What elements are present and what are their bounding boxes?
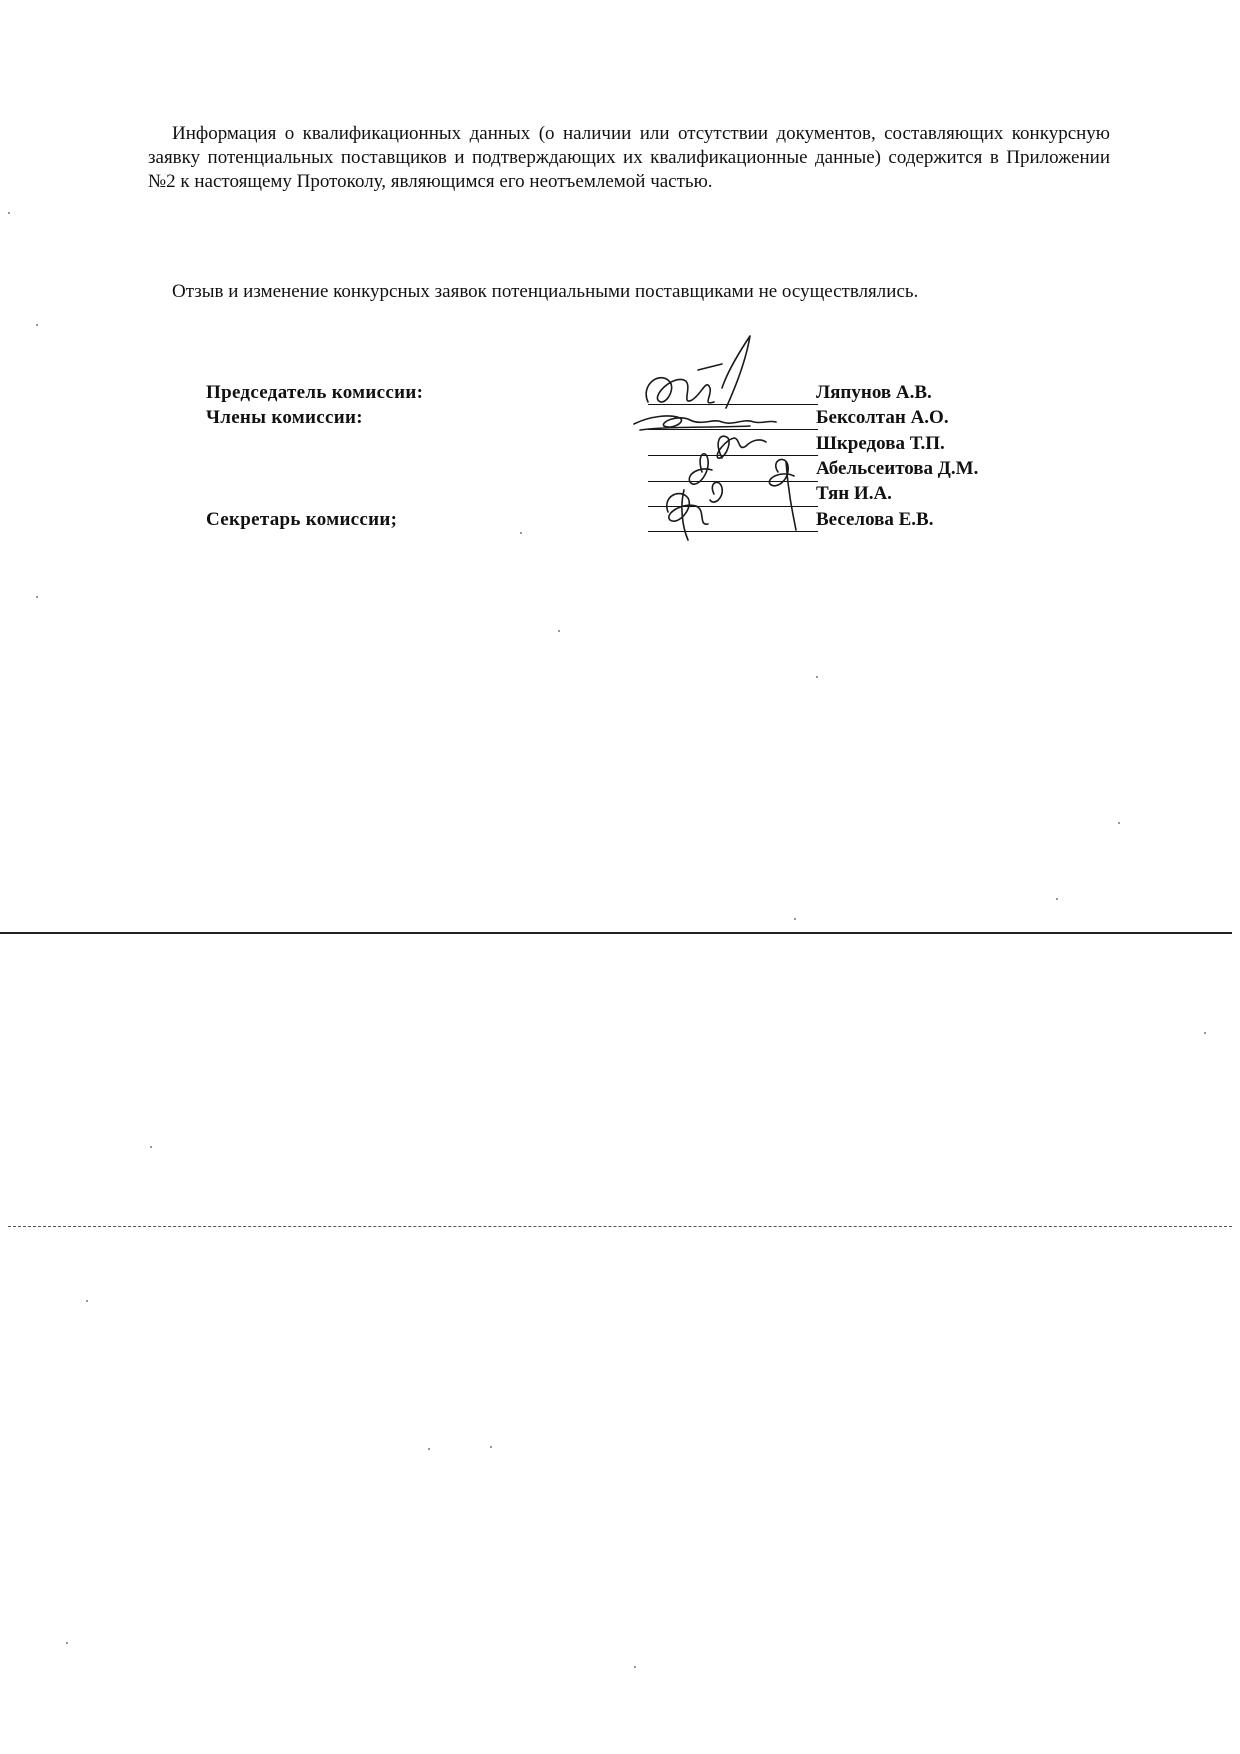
scan-speck	[1056, 898, 1058, 900]
scan-speck	[428, 1448, 430, 1450]
signature-line	[648, 429, 818, 430]
members-label: Члены комиссии:	[206, 407, 363, 428]
horizontal-rule	[0, 932, 1232, 934]
scan-speck	[150, 1146, 152, 1148]
member-name-abelseitova: Абельсеитова Д.М.	[816, 458, 979, 479]
qualification-info-paragraph: Информация о квалификационных данных (о наличии или отсутствии документов, составляющих конкурсную заявку потенциальных поставщиков и подтверждающих их квалификационные данные) содержится в Приложении №2 к настоящему Протоколу, являющимся его неотъемлемой частью.	[148, 123, 1110, 192]
scan-speck	[490, 1446, 492, 1448]
withdrawal-statement-paragraph: Отзыв и изменение конкурсных заявок потенциальными поставщиками не осуществлялись.	[172, 281, 919, 302]
scan-speck	[634, 1666, 636, 1668]
scan-speck	[8, 212, 10, 214]
scan-speck	[794, 918, 796, 920]
scan-speck	[36, 596, 38, 598]
signature-line	[648, 404, 818, 405]
scan-speck	[520, 532, 522, 534]
scan-speck	[816, 676, 818, 678]
member-name-beksoltan: Бексолтан А.О.	[816, 407, 949, 428]
signature-line	[648, 506, 818, 507]
scan-speck	[1118, 822, 1120, 824]
member-name-tyan: Тян И.А.	[816, 483, 892, 504]
signature-line	[648, 531, 818, 532]
dashed-rule	[8, 1226, 1232, 1227]
member-name-lyapunov: Ляпунов А.В.	[816, 382, 932, 403]
scan-speck	[36, 324, 38, 326]
scan-speck	[66, 1642, 68, 1644]
scan-speck	[86, 1300, 88, 1302]
chairman-label: Председатель комиссии:	[206, 382, 424, 403]
scan-speck	[1204, 1032, 1206, 1034]
scan-speck	[558, 630, 560, 632]
secretary-label: Секретарь комиссии;	[206, 509, 398, 530]
member-name-veselova: Веселова Е.В.	[816, 509, 934, 530]
signature-line	[648, 455, 818, 456]
signature-line	[648, 481, 818, 482]
member-name-shkredova: Шкредова Т.П.	[816, 433, 945, 454]
